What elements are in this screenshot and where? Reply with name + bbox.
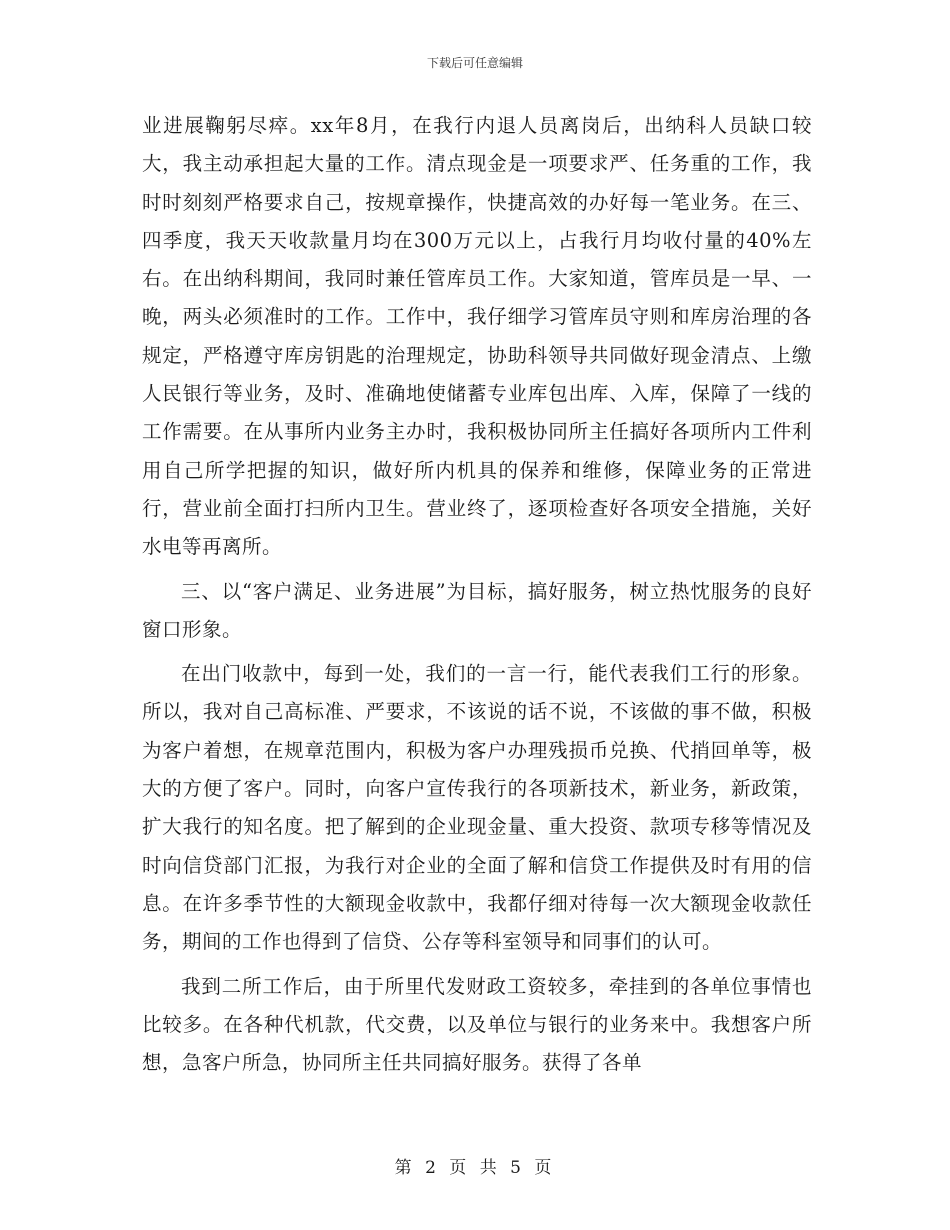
paragraph-section-heading: 三、以“客户满足、业务进展”为目标，搞好服务，树立热忱服务的良好窗口形象。 [142,579,812,641]
paragraph-continuation: 业进展鞠躬尽瘁。xx年8月，在我行内退人员离岗后，出纳科人员缺口较大，我主动承担起大量的工作。清点现金是一项要求严、任务重的工作，我时时刻刻严格要求自己，按规章操作，快捷高效的办好每一笔业务。在三、四季度，我天天收款量月均在300万元以上，占我行月均收付量的40%左右。在出纳科期间，我同时兼任管库员工作。大家知道，管库员是一早、一晚，两头必须准时的工作。工作中，我仔细学习管库员守则和库房治理的各规定，严格遵守库房钥匙的治理规定，协助科领导共同做好现金清点、上缴人民银行等业务，及时、准确地使储蓄专业库包出库、入库，保障了一线的工作需要。在从事所内业务主办时，我积极协同所主任搞好各项所内工件利用自己所学把握的知识，做好所内机具的保养和维修，保障业务的正常进行，营业前全面打扫所内卫生。营业终了，逐项检查好各项安全措施，关好水电等再离所。 [142,114,812,559]
paragraph-collection: 在出门收款中，每到一处，我们的一言一行，能代表我们工行的形象。所以，我对自己高标准、严要求，不该说的话不说，不该做的事不做，积极为客户着想，在规章范围内，积极为客户办理残损币兑换、代捎回单等，极大的方便了客户。同时，向客户宣传我行的各项新技术，新业务，新政策，扩大我行的知名度。把了解到的企业现金量、重大投资、款项专移等情况及时向信贷部门汇报，为我行对企业的全面了解和信贷工作提供及时有用的信息。在许多季节性的大额现金收款中，我都仔细对待每一次大额现金收款任务，期间的工作也得到了信贷、公存等科室领导和同事们的认可。 [142,662,812,954]
document-body [142,107,812,1082]
page-footer: 第 2 页 共 5 页 [394,1158,556,1178]
page-header: 下载后可任意编辑 [426,56,523,70]
paragraph-second-office: 我到二所工作后，由于所里代发财政工资较多，牵挂到的各单位事情也比较多。在各种代机款，代交费，以及单位与银行的业务来中。我想客户所想，急客户所急，协同所主任共同搞好服务。获得了各单 [142,974,812,1075]
